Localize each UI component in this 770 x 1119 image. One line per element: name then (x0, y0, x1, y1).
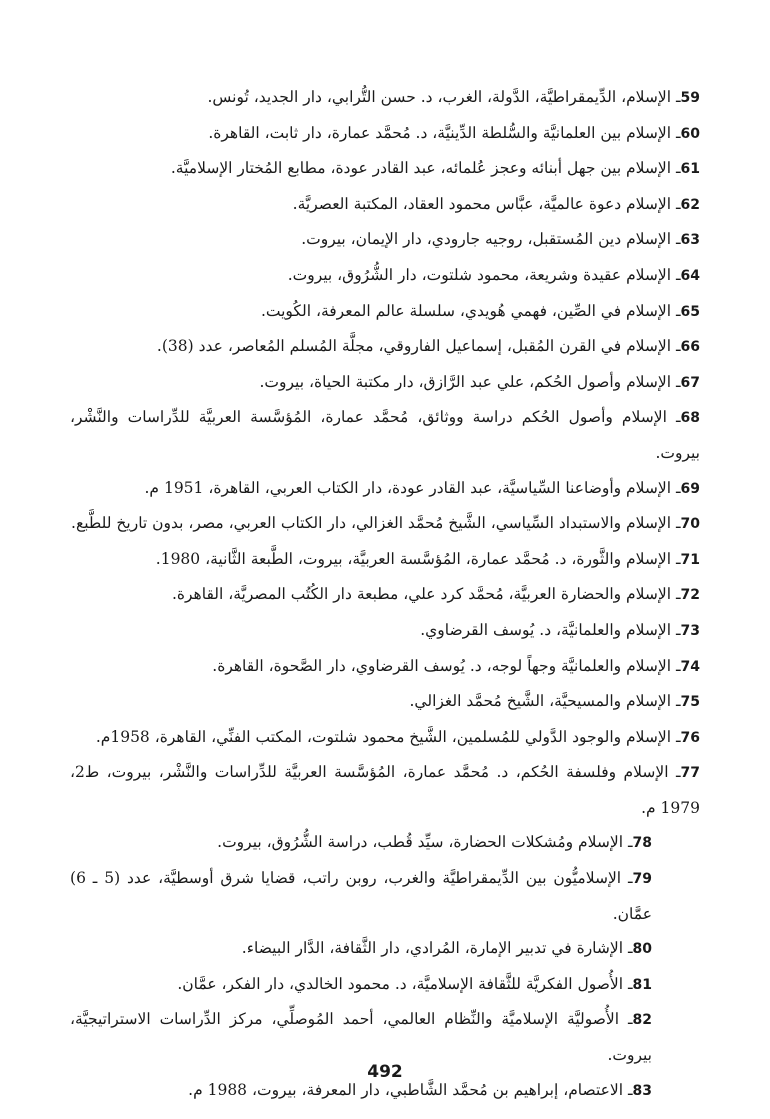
entry-number: 80 (632, 941, 652, 958)
bibliography-entry-78 (70, 825, 700, 861)
entry-text: ـ الإسلام عقيدة وشريعة، محمود شلتوت، دار الشُّرُوق، بيروت. (287, 265, 681, 284)
entry-text: ـ الإسلام والثَّورة، د. مُحمَّد عمارة، المُؤسَّسة العربيَّة، بيروت، الطَّبعة الثَّانية، 1980. (155, 549, 681, 568)
entry-number: 65 (680, 303, 700, 320)
entry-number: 71 (680, 551, 700, 568)
entry-number: 75 (680, 694, 700, 711)
bibliography-entry-71 (70, 542, 700, 578)
entry-text: ـ الإسلام ومُشكلات الحضارة، سيِّد قُطب، دراسة الشُّرُوق، بيروت. (217, 833, 633, 852)
bibliography-entry-68 (70, 400, 700, 470)
bibliography-entry-61 (70, 151, 700, 187)
entry-number: 62 (680, 196, 700, 213)
entry-text: ـ الأُصول الفكريَّة للثَّقافة الإسلاميَّة، د. محمود الخالدي، دار الفكر، عمَّان. (177, 974, 633, 993)
bibliography-entry-79 (70, 861, 700, 931)
entry-number: 81 (632, 976, 652, 993)
bibliography-entry-66 (70, 329, 700, 365)
bibliography-entry-69 (70, 471, 700, 507)
bibliography-entry-80 (70, 931, 700, 967)
entry-number: 61 (680, 161, 700, 178)
entry-number: 68 (680, 410, 700, 427)
entry-number: 72 (680, 587, 700, 604)
bibliography-entry-67 (70, 365, 700, 401)
entry-number: 78 (632, 835, 652, 852)
entry-number: 79 (632, 871, 652, 888)
entry-number: 64 (680, 267, 700, 284)
bibliography-entry-81 (70, 967, 700, 1003)
bibliography-entry-76 (70, 720, 700, 756)
entry-number: 66 (680, 339, 700, 356)
bibliography-entry-60 (70, 116, 700, 152)
entry-number: 69 (680, 480, 700, 497)
entry-text: ـ الإسلام في الصِّين، فهمي هُويدي، سلسلة عالم المعرفة، الكُويت. (260, 301, 681, 320)
entry-text: ـ الإسلام بين العلمانيَّة والسُّلطة الدِّينيَّة، د. مُحمَّد عمارة، دار ثابت، القاهرة. (208, 123, 681, 142)
entry-text: ـ الإسلام دعوة عالميَّة، عبَّاس محمود العقاد، المكتبة العصريَّة. (292, 194, 681, 213)
entry-text: ـ الإسلام، الدِّيمقراطيَّة، الدَّولة، الغرب، د. حسن التُّرابي، دار الجديد، تُونس. (207, 88, 681, 106)
entry-text: ـ الإسلام بين جهل أبنائه وعجز عُلمائه، عبد القادر عودة، مطابع المُختار الإسلاميَّة. (170, 159, 681, 178)
bibliography-entry-62 (70, 187, 700, 223)
entry-text: ـ الإشارة في تدبير الإمارة، المُرادي، دار الثَّقافة، الدَّار البيضاء. (241, 939, 633, 958)
entry-number: 67 (680, 374, 700, 391)
entry-text: ـ الإسلام وأصول الحُكم، علي عبد الرَّازق، دار مكتبة الحياة، بيروت. (259, 372, 681, 391)
entry-number: 63 (680, 232, 700, 249)
entry-number: 73 (680, 622, 700, 639)
entry-number: 77 (680, 765, 700, 782)
entry-text: ـ الاعتصام، إبراهيم بن مُحمَّد الشَّاطبي، دار المعرفة، بيروت، 1988 م. (188, 1080, 633, 1099)
bibliography-entry-63 (70, 222, 700, 258)
entry-text: ـ الإسلام والمسيحيَّة، الشَّيخ مُحمَّد الغزالي. (409, 692, 681, 711)
bibliography-entry-64 (70, 258, 700, 294)
entry-text: ـ الإسلام والوجود الدَّولي للمُسلمين، الشَّيخ محمود شلتوت، المكتب الفنِّي، القاهرة، 1958م. (95, 727, 681, 746)
entry-number: 60 (680, 125, 700, 142)
entry-text: ـ الإسلاميُّون بين الدِّيمقراطيَّة والغرب، روبن راتب، قضايا شرق أوسطيَّة، عدد (5 ـ 6) عمَّان. (70, 869, 652, 923)
entry-text: ـ الإسلام والاستبداد السِّياسي، الشَّيخ مُحمَّد الغزالي، دار الكتاب العربي، مصر، بدون تاريخ للطَّبع. (71, 514, 681, 533)
bibliography-entry-73 (70, 613, 700, 649)
entry-number: 82 (632, 1012, 652, 1029)
entry-text: ـ الإسلام والعلمانيَّة وجهاً لوجه، د. يُوسف القرضاوي، دار الصَّحوة، القاهرة. (212, 656, 681, 675)
entry-number: 70 (680, 516, 700, 533)
entry-text: ـ الإسلام وفلسفة الحُكم، د. مُحمَّد عمارة، المُؤسَّسة العربيَّة للدِّراسات والنَّشْر، بيروت، ط2، 1979 م. (70, 763, 700, 817)
entry-number: 59 (680, 90, 700, 106)
entry-text: ـ الأُصوليَّة الإسلاميَّة والنِّظام العالمي، أحمد المُوصلِّي، مركز الدِّراسات الاستراتيجيَّة، بيروت. (70, 1010, 652, 1065)
bibliography-entry-59 (70, 80, 700, 116)
bibliography-entry-65 (70, 294, 700, 330)
entry-number: 76 (680, 729, 700, 746)
entry-text: ـ الإسلام وأصول الحُكم دراسة ووثائق، مُحمَّد عمارة، المُؤسَّسة العربيَّة للدِّراسات والنَّشْر، بيروت. (70, 408, 700, 462)
bibliography-entry-77 (70, 755, 700, 825)
entry-text: ـ الإسلام والحضارة العربيَّة، مُحمَّد كرد علي، مطبعة دار الكُتُب المصريَّة، القاهرة. (171, 585, 681, 604)
entry-number: 74 (680, 658, 700, 675)
bibliography-entry-74 (70, 649, 700, 685)
bibliography-page (70, 80, 700, 1108)
bibliography-entry-72 (70, 577, 700, 613)
entry-text: ـ الإسلام دين المُستقبل، روجيه جارودي، دار الإيمان، بيروت. (301, 230, 681, 249)
entry-number: 83 (632, 1082, 652, 1099)
entry-text: ـ الإسلام في القرن المُقبل، إسماعيل الفاروقي، مجلَّة المُسلم المُعاصر، عدد (38). (156, 337, 681, 356)
bibliography-entry-75 (70, 684, 700, 720)
bibliography-entry-70 (70, 506, 700, 542)
entry-text: ـ الإسلام والعلمانيَّة، د. يُوسف القرضاوي. (420, 620, 681, 639)
page-number: 492 (367, 1062, 403, 1082)
entry-text: ـ الإسلام وأوضاعنا السِّياسيَّة، عبد القادر عودة، دار الكتاب العربي، القاهرة، 1951 م. (144, 478, 681, 497)
